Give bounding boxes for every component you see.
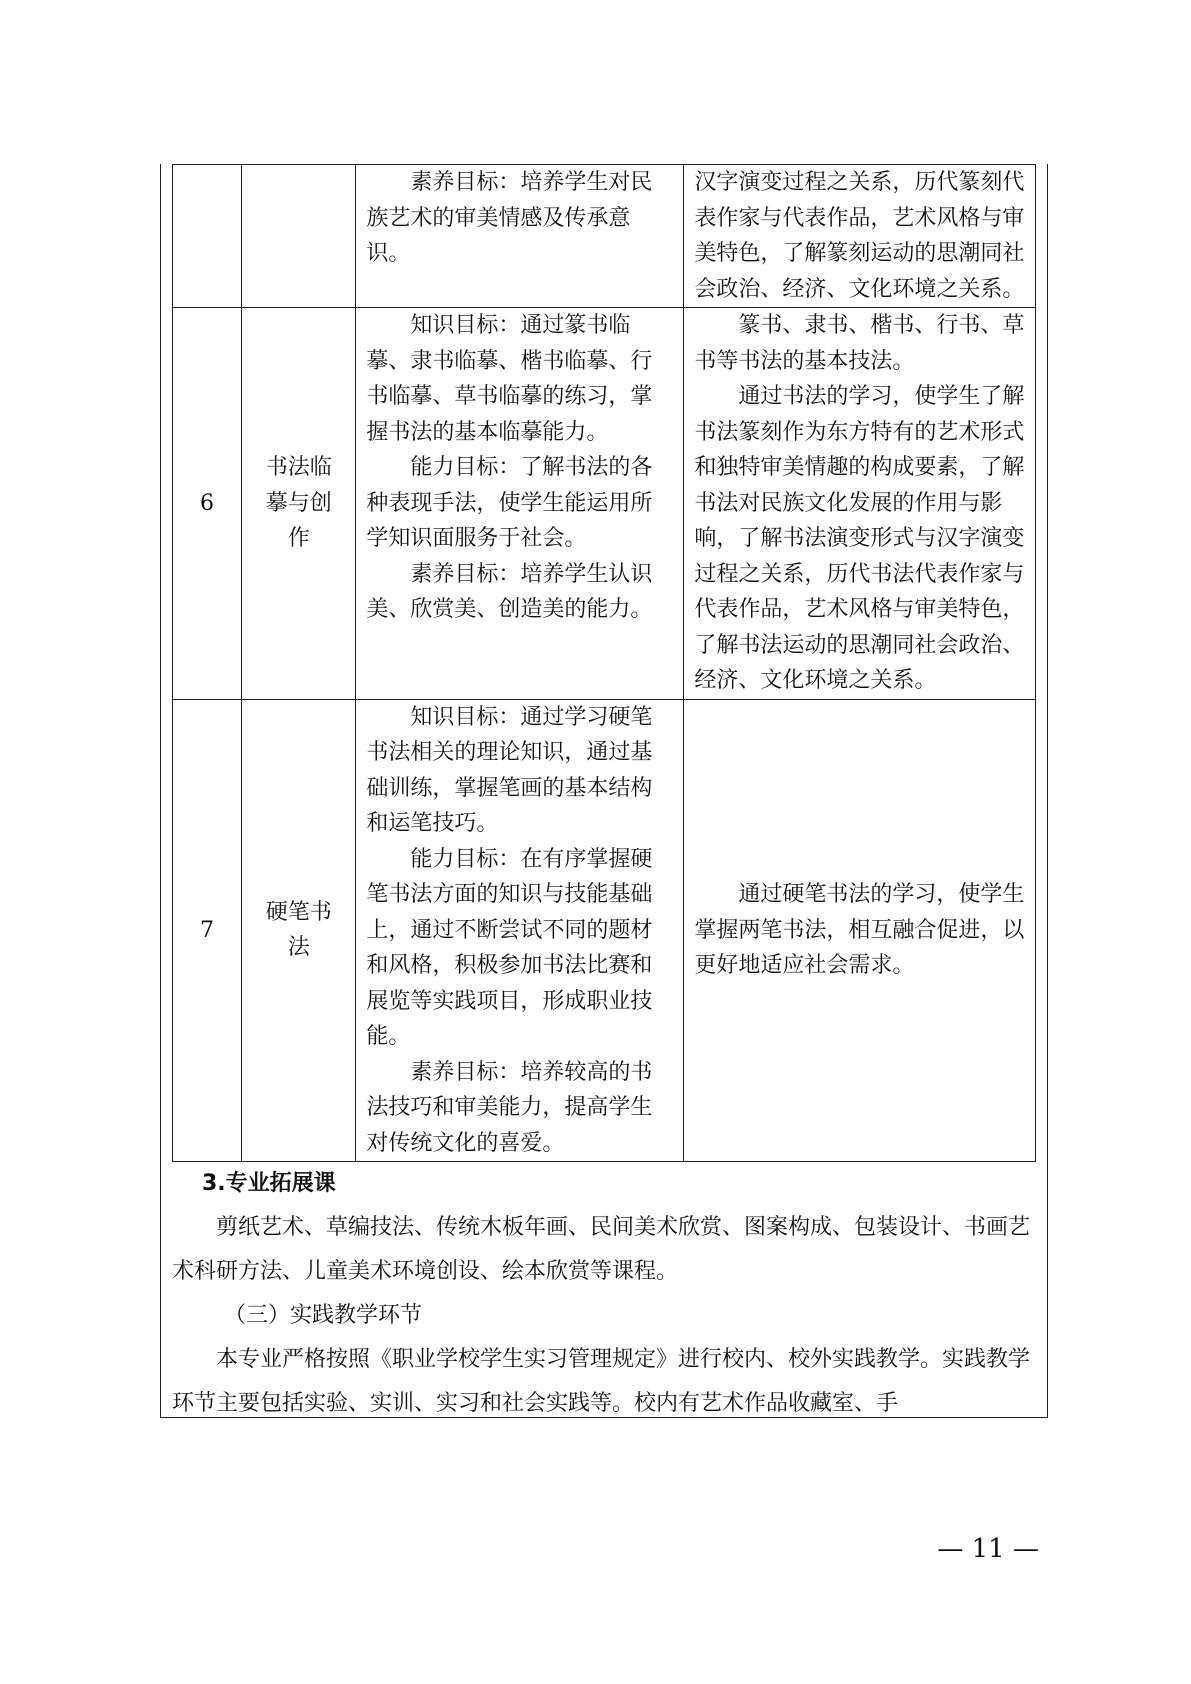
page-number: — 11 — bbox=[937, 1534, 1039, 1564]
course-name bbox=[242, 699, 356, 1162]
course-name bbox=[242, 308, 356, 700]
goal-paragraph: 素养目标：培养学生对民族艺术的审美情感及传承意识。 bbox=[366, 170, 653, 266]
body-text bbox=[172, 1162, 1036, 1426]
row-number: 6 bbox=[173, 308, 242, 700]
course-goals bbox=[356, 165, 684, 308]
course-content bbox=[684, 699, 1036, 1162]
goal-paragraph: 能力目标：了解书法的各种表现手法，使学生能运用所学知识面服务于社会。 bbox=[366, 455, 653, 551]
course-name-line: 硬笔书 bbox=[265, 899, 332, 925]
goal-paragraph: 素养目标：培养学生认识美、欣赏美、创造美的能力。 bbox=[366, 561, 653, 622]
row-number bbox=[173, 165, 242, 308]
course-content bbox=[684, 165, 1036, 308]
course-name bbox=[242, 165, 356, 308]
goal-paragraph: 素养目标：培养较高的书法技巧和审美能力，提高学生对传统文化的喜爱。 bbox=[366, 1059, 653, 1156]
subsection-heading: （三）实践教学环节 bbox=[224, 1303, 423, 1328]
goal-paragraph: 能力目标：在有序掌握硬笔书法方面的知识与技能基础上，通过不断尝试不同的题材和风格，积极参加书法比赛和展览等实践项目，形成职业技能。 bbox=[366, 846, 653, 1049]
goal-paragraph: 知识目标：通过学习硬笔书法相关的理论知识，通过基础训练，掌握笔画的基本结构和运笔技巧。 bbox=[366, 704, 653, 836]
row-number: 7 bbox=[173, 699, 242, 1162]
table-row bbox=[173, 699, 1036, 1162]
course-name-line: 法 bbox=[287, 935, 310, 961]
course-goals bbox=[356, 699, 684, 1162]
section-paragraph: 剪纸艺术、草编技法、传统木板年画、民间美术欣赏、图案构成、包装设计、书画艺术科研方法、儿童美术环境创设、绘本欣赏等课程。 bbox=[172, 1215, 1031, 1284]
content-paragraph: 通过硬笔书法的学习，使学生掌握两笔书法，相互融合促进，以更好地适应社会需求。 bbox=[694, 882, 1025, 978]
course-name-line: 作 bbox=[287, 526, 310, 551]
course-goals bbox=[356, 308, 684, 700]
table-row bbox=[173, 308, 1036, 700]
section-heading: 3.专业拓展课 bbox=[202, 1171, 336, 1196]
course-name-line: 摹与创 bbox=[265, 490, 332, 516]
goal-paragraph: 知识目标：通过篆书临摹、隶书临摹、楷书临摹、行书临摹、草书临摹的练习，掌握书法的基本临摹能力。 bbox=[366, 313, 653, 445]
section-paragraph: 本专业严格按照《职业学校学生实习管理规定》进行校内、校外实践教学。实践教学环节主要包括实验、实训、实习和社会实践等。校内有艺术作品收藏室、手 bbox=[172, 1347, 1031, 1416]
course-name-line: 书法临 bbox=[265, 455, 332, 480]
course-table bbox=[172, 164, 1036, 1162]
content-paragraph: 通过书法的学习，使学生了解书法篆刻作为东方特有的艺术形式和独特审美情趣的构成要素，了解书法对民族文化发展的作用与影响，了解书法演变形式与汉字演变过程之关系，历代书法代表作家与代表作品，艺术风格与审美特色，了解书法运动的思潮同社会政治、经济、文化环境之关系。 bbox=[694, 384, 1025, 693]
content-paragraph: 篆书、隶书、楷书、行书、草书等书法的基本技法。 bbox=[694, 313, 1025, 374]
content-paragraph: 汉字演变过程之关系，历代篆刻代表作家与代表作品，艺术风格与审美特色，了解篆刻运动的思潮同社会政治、经济、文化环境之关系。 bbox=[694, 170, 1025, 302]
table-row bbox=[173, 165, 1036, 308]
course-content bbox=[684, 308, 1036, 700]
